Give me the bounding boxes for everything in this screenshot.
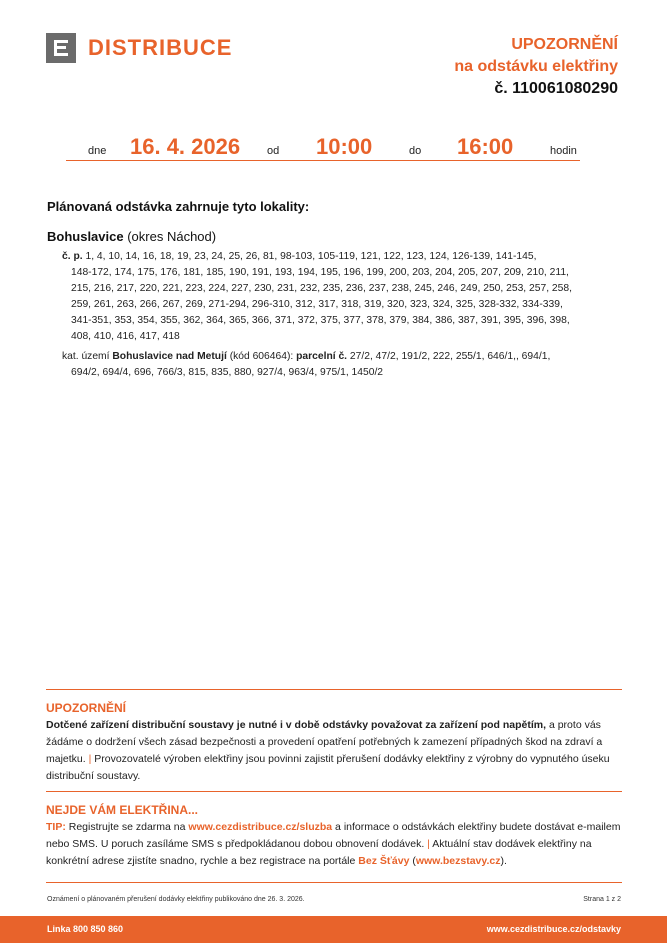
brand-name: DISTRIBUCE — [88, 35, 233, 60]
bez-stavy-link[interactable]: Bez Šťávy — [358, 855, 410, 867]
warning-title: UPOZORNĚNÍ — [46, 701, 127, 715]
kat-prefix: kat. území — [62, 351, 110, 362]
cp-line: 408, 410, 416, 417, 418 — [71, 331, 180, 342]
locations-intro: Plánovaná odstávka zahrnuje tyto lokality: — [47, 199, 310, 214]
cez-logo-icon — [46, 33, 76, 63]
publication-note: Oznámení o plánovaném přerušení dodávky elektřiny publikováno dne 26. 3. 2026. — [47, 896, 305, 903]
tip-text: TIP: Registrujte se zdarma na www.cezdistribuce.cz/sluzba a informace o odstávkách elektřiny budete dostávat e-mailem nebo SMS. U poruch zasíláme SMS s předpokládanou dobou obnovení dodávek. | Aktuální stav dodávek elektřiny na konkrétní adrese zjistíte snadno, rychle a bez registrace na portále Bez Šťávy (www.bezstavy.cz). — [46, 821, 621, 867]
cp-line: 148-172, 174, 175, 176, 181, 185, 190, 191, 193, 194, 195, 196, 199, 200, 203, 204, 205, 207, 209, 210, 211, — [71, 267, 569, 278]
tip-label: TIP: — [46, 821, 66, 833]
warning-section — [46, 689, 622, 785]
cp-line: 259, 261, 263, 266, 267, 269, 271-294, 296-310, 312, 317, 318, 319, 320, 323, 324, 325, 328-332, 334-339, — [71, 299, 563, 310]
kat-name: Bohuslavice nad Metují — [112, 351, 227, 362]
hotline-number: Linka 800 850 860 — [47, 924, 124, 934]
parcel-numbers: kat. území Bohuslavice nad Metují (kód 606464): parcelní č. 27/2, 47/2, 191/2, 222, 255/1, 646/1,, 694/1, 694/2, 694/4, 696, 766/3, 815, 835, 880, 927/4, 963/4, 975/1, 1450/2 — [62, 349, 622, 381]
outage-time-line — [66, 136, 580, 161]
od-label: od — [267, 145, 280, 157]
cp-line: 1, 4, 10, 14, 16, 18, 19, 23, 24, 25, 26, 81, 98-103, 105-119, 121, 122, 123, 124, 126-139, 141-145, — [85, 251, 537, 262]
parcel-line: 27/2, 47/2, 191/2, 222, 255/1, 646/1,, 694/1, — [349, 351, 551, 362]
do-label: do — [409, 145, 422, 157]
cp-line: 215, 216, 217, 220, 221, 223, 224, 227, 230, 231, 232, 235, 236, 237, 238, 245, 246, 249, 250, 253, 257, 258, — [71, 283, 572, 294]
tip-title: NEJDE VÁM ELEKTŘINA... — [46, 803, 199, 817]
parcel-label: parcelní č. — [296, 351, 348, 362]
outage-to: 16:00 — [457, 134, 514, 159]
brand-logo — [46, 33, 232, 63]
notice-number: č. 110061080290 — [494, 80, 618, 97]
registration-link[interactable]: www.cezdistribuce.cz/sluzba — [188, 821, 333, 833]
hodin-label: hodin — [550, 145, 577, 157]
town-district: (okres Náchod) — [127, 229, 217, 244]
outages-web-link[interactable]: www.cezdistribuce.cz/odstavky — [486, 924, 621, 934]
cp-label: č. p. — [62, 251, 83, 262]
outage-from: 10:00 — [316, 134, 373, 159]
warning-text: Dotčené zařízení distribuční soustavy je nutné i v době odstávky považovat za zařízení pod napětím, a proto vás žádáme o dodržení všech zásad bezpečnosti a provedení opatření potřebných k zamezení případných škod na zdraví a majetku. | Provozovatelé výroben elektřiny jsou povinni zajistit přerušení dodávky elektřiny z výrobny do vypnutého úseku distribuční soustavy. — [46, 719, 610, 782]
footer-bar — [0, 916, 667, 943]
notice-title: UPOZORNĚNÍ — [511, 36, 618, 53]
house-numbers — [62, 249, 622, 345]
town-name: Bohuslavice — [47, 229, 124, 244]
dne-label: dne — [88, 145, 107, 157]
notice-header — [454, 34, 618, 100]
bezstavy-url-link[interactable]: www.bezstavy.cz — [415, 855, 501, 867]
town-heading — [47, 229, 216, 244]
notice-subtitle: na odstávku elektřiny — [454, 58, 618, 75]
parcel-line: 694/2, 694/4, 696, 766/3, 815, 835, 880, 927/4, 963/4, 975/1, 1450/2 — [71, 367, 384, 378]
kat-code: (kód 606464) — [229, 351, 291, 362]
outage-date: 16. 4. 2026 — [130, 134, 241, 159]
footer-divider — [46, 882, 622, 883]
page-number: Strana 1 z 2 — [583, 896, 621, 903]
warning-bold: Dotčené zařízení distribuční soustavy je nutné i v době odstávky považovat za zařízení pod napětím, — [46, 719, 547, 731]
tip-section — [46, 791, 622, 870]
cp-line: 341-351, 353, 354, 355, 362, 364, 365, 366, 371, 372, 375, 377, 378, 379, 384, 386, 387, 391, 395, 396, 398, — [71, 315, 570, 326]
